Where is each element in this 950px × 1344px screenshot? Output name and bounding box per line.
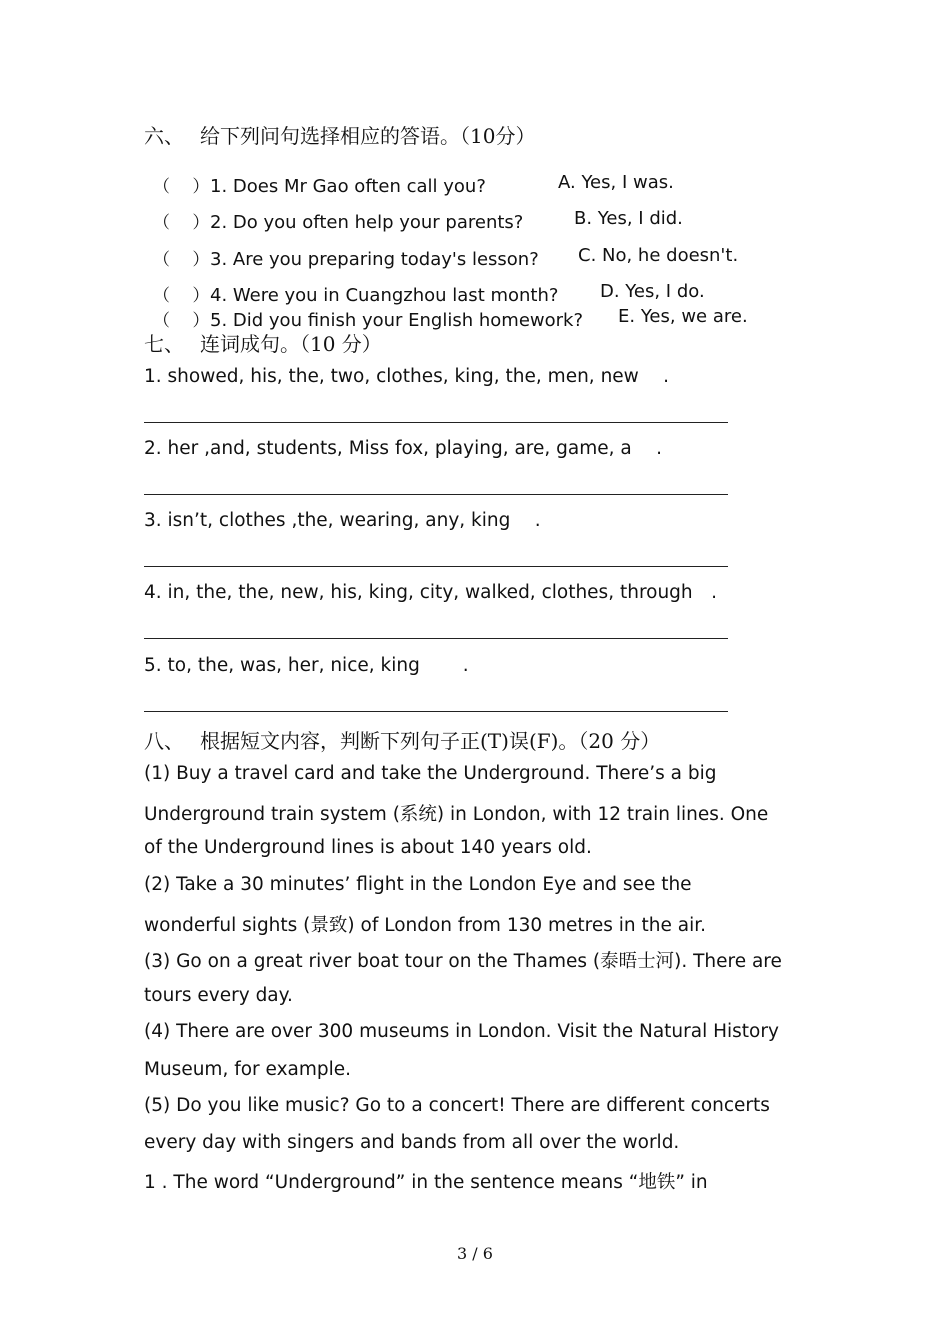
answer-option: A. Yes, I was.: [558, 172, 674, 193]
question-text: 4. Were you in Cuangzhou last month?: [210, 285, 559, 306]
section8-number: 八、: [144, 729, 184, 753]
section7-heading: [144, 328, 382, 357]
passage-line: wonderful sights (景致) of London from 130 metres in the air.: [144, 915, 707, 936]
answer-blank: （ ）: [153, 177, 210, 197]
section8-heading: [144, 725, 660, 754]
section6-heading: [144, 120, 535, 149]
question-text: 5. Did you finish your English homework?: [210, 310, 584, 331]
answer-option: E. Yes, we are.: [618, 306, 748, 327]
answer-option: D. Yes, I do.: [600, 281, 705, 302]
question-row: [153, 281, 558, 306]
word-order-item: 3. isn’t, clothes ,the, wearing, any, king .: [144, 510, 541, 531]
passage-line: of the Underground lines is about 140 years old.: [144, 837, 592, 858]
question-text: 1. Does Mr Gao often call you?: [210, 176, 486, 197]
question-row: [153, 208, 523, 233]
passage-line: (2) Take a 30 minutes’ flight in the London Eye and see the: [144, 874, 692, 895]
passage-line: tours every day.: [144, 985, 293, 1006]
answer-line: [144, 422, 728, 423]
word-order-item: 5. to, the, was, her, nice, king .: [144, 655, 469, 676]
answer-line: [144, 638, 728, 639]
answer-line: [144, 711, 728, 712]
passage-line: (1) Buy a travel card and take the Underground. There’s a big: [144, 763, 717, 784]
section7-title: 连词成句。（10 分）: [200, 332, 382, 356]
passage-line: (5) Do you like music? Go to a concert! There are different concerts: [144, 1095, 770, 1116]
answer-blank: （ ）: [153, 250, 210, 270]
question-line: 1 . The word “Underground” in the sentence means “地铁” in: [144, 1172, 708, 1193]
passage-line: Museum, for example.: [144, 1059, 352, 1080]
answer-blank: （ ）: [153, 311, 210, 331]
answer-line: [144, 566, 728, 567]
word-order-item: 1. showed, his, the, two, clothes, king, the, men, new .: [144, 366, 670, 387]
question-text: 3. Are you preparing today's lesson?: [210, 249, 539, 270]
question-row: [153, 245, 539, 270]
passage-line: (3) Go on a great river boat tour on the Thames (泰晤士河). There are: [144, 951, 782, 972]
passage-line: every day with singers and bands from all over the world.: [144, 1132, 680, 1153]
answer-line: [144, 494, 728, 495]
answer-blank: （ ）: [153, 213, 210, 233]
section7-number: 七、: [144, 332, 184, 356]
question-text: 2. Do you often help your parents?: [210, 212, 524, 233]
question-row: [153, 172, 486, 197]
answer-option: C. No, he doesn't.: [578, 245, 739, 266]
answer-option: B. Yes, I did.: [574, 208, 683, 229]
page-number: 3 / 6: [457, 1244, 493, 1263]
section6-number: 六、: [144, 124, 184, 148]
word-order-item: 4. in, the, the, new, his, king, city, walked, clothes, through .: [144, 582, 718, 603]
passage-line: Underground train system (系统) in London, with 12 train lines. One: [144, 804, 769, 825]
answer-blank: （ ）: [153, 286, 210, 306]
section8-title: 根据短文内容，判断下列句子正(T)误(F)。（20 分）: [200, 729, 661, 753]
passage-line: (4) There are over 300 museums in London. Visit the Natural History: [144, 1021, 779, 1042]
word-order-item: 2. her ,and, students, Miss fox, playing, are, game, a .: [144, 438, 662, 459]
section6-title: 给下列问句选择相应的答语。（10分）: [200, 124, 536, 148]
